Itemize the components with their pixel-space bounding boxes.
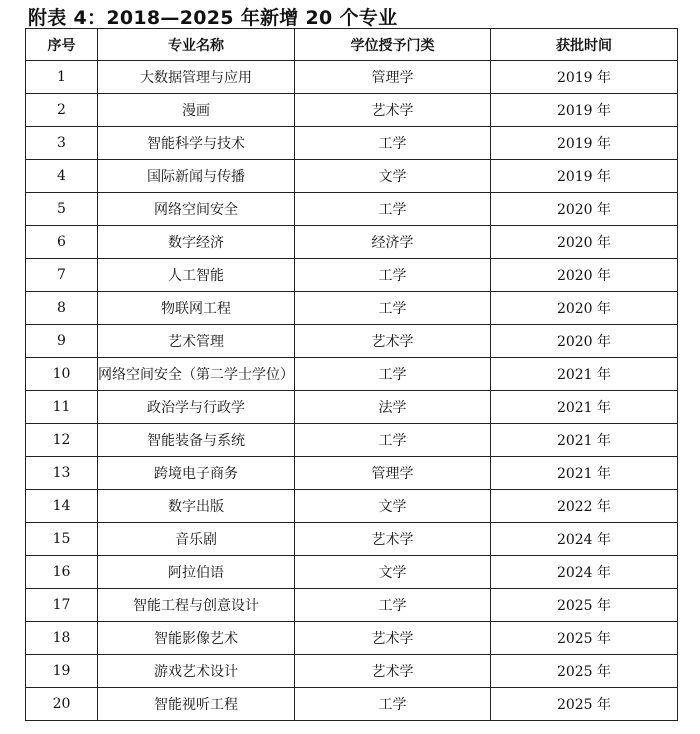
cell-degree-category: 工学 — [295, 127, 491, 160]
cell-index: 10 — [26, 358, 98, 391]
header-index: 序号 — [26, 29, 98, 61]
cell-index: 5 — [26, 193, 98, 226]
cell-approval-time: 2020 年 — [491, 259, 678, 292]
majors-table — [25, 28, 678, 721]
cell-degree-category: 工学 — [295, 589, 491, 622]
cell-major-name: 音乐剧 — [98, 523, 295, 556]
cell-degree-category: 法学 — [295, 391, 491, 424]
table-row — [26, 259, 678, 292]
cell-index: 4 — [26, 160, 98, 193]
cell-degree-category: 艺术学 — [295, 523, 491, 556]
cell-approval-time: 2021 年 — [491, 358, 678, 391]
cell-major-name: 智能视听工程 — [98, 688, 295, 721]
cell-index: 19 — [26, 655, 98, 688]
cell-degree-category: 工学 — [295, 424, 491, 457]
cell-major-name: 智能装备与系统 — [98, 424, 295, 457]
table-row — [26, 127, 678, 160]
cell-major-name: 数字经济 — [98, 226, 295, 259]
table-header-row — [26, 29, 678, 61]
cell-major-name: 人工智能 — [98, 259, 295, 292]
cell-degree-category: 文学 — [295, 556, 491, 589]
cell-major-name: 艺术管理 — [98, 325, 295, 358]
table-body — [26, 61, 678, 721]
cell-index: 14 — [26, 490, 98, 523]
table-row — [26, 523, 678, 556]
table-row — [26, 622, 678, 655]
cell-approval-time: 2022 年 — [491, 490, 678, 523]
table-row — [26, 226, 678, 259]
cell-approval-time: 2019 年 — [491, 61, 678, 94]
table-row — [26, 61, 678, 94]
cell-index: 3 — [26, 127, 98, 160]
table-row — [26, 160, 678, 193]
header-major-name: 专业名称 — [98, 29, 295, 61]
cell-degree-category: 文学 — [295, 490, 491, 523]
cell-major-name: 智能影像艺术 — [98, 622, 295, 655]
cell-index: 18 — [26, 622, 98, 655]
cell-major-name: 漫画 — [98, 94, 295, 127]
cell-approval-time: 2020 年 — [491, 193, 678, 226]
cell-degree-category: 工学 — [295, 292, 491, 325]
cell-approval-time: 2021 年 — [491, 424, 678, 457]
cell-major-name: 大数据管理与应用 — [98, 61, 295, 94]
cell-index: 16 — [26, 556, 98, 589]
table-row — [26, 193, 678, 226]
table-row — [26, 490, 678, 523]
cell-approval-time: 2025 年 — [491, 655, 678, 688]
cell-index: 2 — [26, 94, 98, 127]
cell-index: 9 — [26, 325, 98, 358]
table-row — [26, 556, 678, 589]
cell-degree-category: 艺术学 — [295, 622, 491, 655]
header-approval-time: 获批时间 — [491, 29, 678, 61]
cell-index: 1 — [26, 61, 98, 94]
table-row — [26, 688, 678, 721]
cell-major-name: 游戏艺术设计 — [98, 655, 295, 688]
cell-approval-time: 2024 年 — [491, 556, 678, 589]
cell-major-name: 网络空间安全（第二学士学位） — [98, 358, 295, 391]
cell-major-name: 网络空间安全 — [98, 193, 295, 226]
cell-degree-category: 文学 — [295, 160, 491, 193]
cell-degree-category: 工学 — [295, 259, 491, 292]
cell-approval-time: 2025 年 — [491, 589, 678, 622]
cell-major-name: 数字出版 — [98, 490, 295, 523]
cell-degree-category: 工学 — [295, 358, 491, 391]
cell-approval-time: 2019 年 — [491, 160, 678, 193]
cell-degree-category: 管理学 — [295, 61, 491, 94]
cell-index: 15 — [26, 523, 98, 556]
cell-major-name: 政治学与行政学 — [98, 391, 295, 424]
table-row — [26, 655, 678, 688]
cell-major-name: 跨境电子商务 — [98, 457, 295, 490]
cell-degree-category: 工学 — [295, 193, 491, 226]
cell-degree-category: 管理学 — [295, 457, 491, 490]
cell-approval-time: 2025 年 — [491, 688, 678, 721]
cell-major-name: 阿拉伯语 — [98, 556, 295, 589]
cell-approval-time: 2021 年 — [491, 391, 678, 424]
cell-index: 20 — [26, 688, 98, 721]
table-row — [26, 457, 678, 490]
cell-approval-time: 2020 年 — [491, 325, 678, 358]
header-degree-category: 学位授予门类 — [295, 29, 491, 61]
cell-approval-time: 2019 年 — [491, 94, 678, 127]
cell-index: 7 — [26, 259, 98, 292]
cell-degree-category: 工学 — [295, 688, 491, 721]
table-row — [26, 391, 678, 424]
cell-major-name: 智能科学与技术 — [98, 127, 295, 160]
table-row — [26, 358, 678, 391]
cell-index: 13 — [26, 457, 98, 490]
table-row — [26, 94, 678, 127]
cell-index: 17 — [26, 589, 98, 622]
cell-index: 11 — [26, 391, 98, 424]
cell-index: 8 — [26, 292, 98, 325]
cell-approval-time: 2020 年 — [491, 226, 678, 259]
cell-degree-category: 艺术学 — [295, 655, 491, 688]
table-row — [26, 292, 678, 325]
cell-index: 12 — [26, 424, 98, 457]
cell-index: 6 — [26, 226, 98, 259]
cell-approval-time: 2024 年 — [491, 523, 678, 556]
cell-degree-category: 经济学 — [295, 226, 491, 259]
cell-approval-time: 2019 年 — [491, 127, 678, 160]
cell-approval-time: 2021 年 — [491, 457, 678, 490]
cell-major-name: 智能工程与创意设计 — [98, 589, 295, 622]
cell-major-name: 国际新闻与传播 — [98, 160, 295, 193]
cell-major-name: 物联网工程 — [98, 292, 295, 325]
page-title: 附表 4：2018—2025 年新增 20 个专业 — [28, 7, 398, 29]
table-row — [26, 424, 678, 457]
table-row — [26, 325, 678, 358]
cell-degree-category: 艺术学 — [295, 325, 491, 358]
cell-degree-category: 艺术学 — [295, 94, 491, 127]
cell-approval-time: 2020 年 — [491, 292, 678, 325]
cell-approval-time: 2025 年 — [491, 622, 678, 655]
table-row — [26, 589, 678, 622]
